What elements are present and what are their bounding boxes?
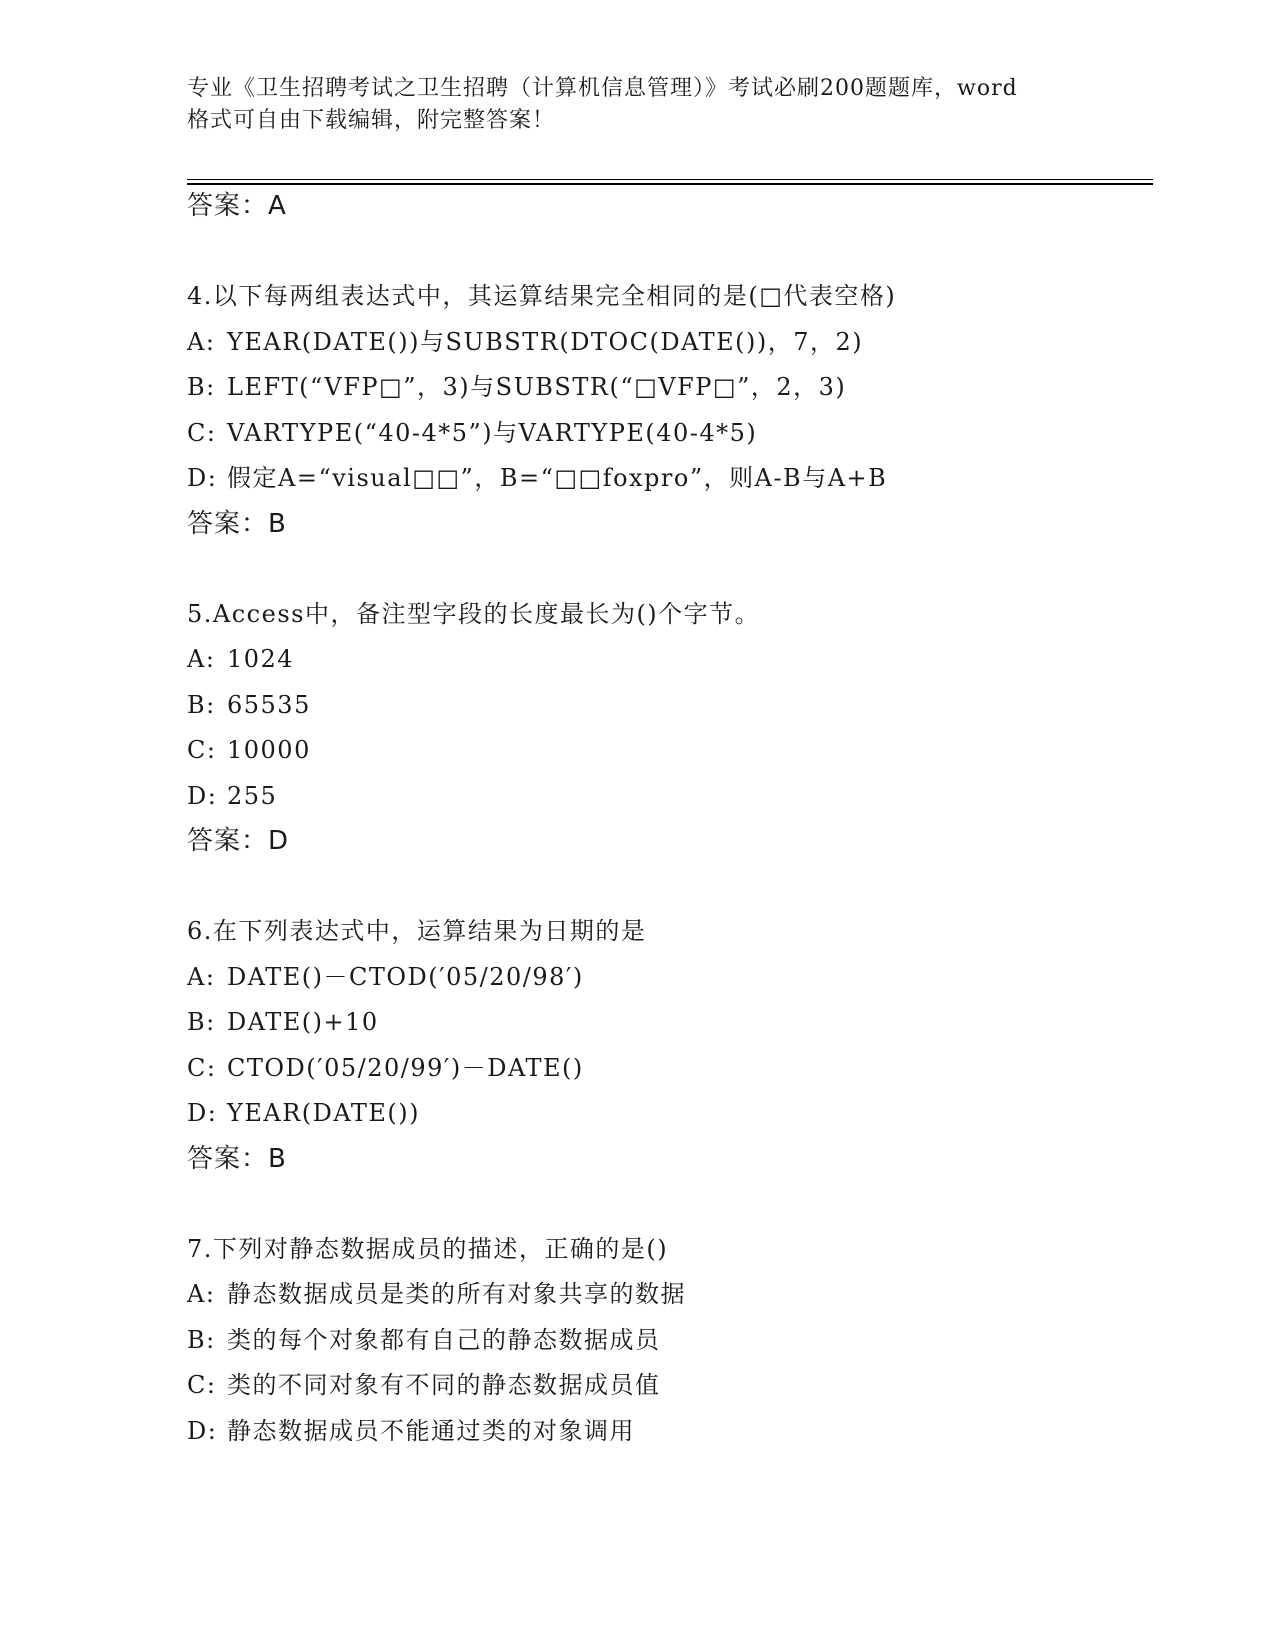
question-stem: 7.下列对静态数据成员的描述，正确的是() (187, 1234, 669, 1263)
option-a (187, 961, 1147, 993)
option-key: B: (187, 1008, 216, 1036)
option-d (187, 780, 1147, 812)
option-b (187, 689, 1147, 721)
option-key: B: (187, 690, 216, 719)
option-text: 65535 (227, 690, 311, 719)
question-stem: 4.以下每两组表达式中，其运算结果完全相同的是(□代表空格) (187, 282, 897, 310)
option-text: YEAR(DATE())与SUBSTR(DTOC(DATE())，7，2) (227, 327, 864, 356)
option-text: LEFT(“VFP□”，3)与SUBSTR(“□VFP□”，2，3) (227, 373, 847, 401)
question-stem: 6.在下列表达式中，运算结果为日期的是 (187, 917, 647, 945)
header-line-1: 专业《卫生招聘考试之卫生招聘（计算机信息管理）》考试必刷200题题库，word (187, 76, 1018, 101)
option-key: D: (187, 1099, 218, 1127)
header-divider-thick (187, 183, 1153, 185)
option-key: D: (187, 781, 218, 810)
answer-label: 答案：A (187, 191, 287, 221)
option-text: 静态数据成员不能通过类的对象调用 (227, 1416, 635, 1445)
option-a (187, 1278, 1147, 1310)
option-c (187, 1052, 1147, 1084)
option-key: D: (187, 464, 218, 492)
option-key: C: (187, 418, 217, 447)
option-key: A: (187, 962, 216, 991)
question-item (187, 280, 1147, 540)
option-text: 静态数据成员是类的所有对象共享的数据 (227, 1280, 686, 1308)
answer-label: 答案：B (187, 508, 287, 539)
option-b (187, 371, 1147, 403)
header-line-2: 格式可自由下载编辑，附完整答案！ (187, 108, 556, 133)
answer-label: 答案：B (187, 1143, 287, 1174)
question-list (187, 190, 1147, 1460)
option-key: D: (187, 1416, 218, 1445)
option-key: A: (187, 327, 216, 356)
answer-label: 答案：D (187, 826, 290, 856)
option-text: 255 (227, 781, 278, 810)
question-item (187, 1233, 1147, 1447)
option-text: YEAR(DATE()) (227, 1099, 421, 1127)
header-divider-thin (187, 179, 1153, 180)
option-b (187, 1324, 1147, 1356)
option-d (187, 1097, 1147, 1129)
option-d (187, 1415, 1147, 1447)
option-text: 类的每个对象都有自己的静态数据成员 (227, 1325, 661, 1354)
option-a (187, 643, 1147, 675)
question-stem: 5.Access中，备注型字段的长度最长为()个字节。 (187, 599, 761, 628)
option-text: 1024 (227, 645, 295, 673)
question-item (187, 598, 1147, 858)
option-key: C: (187, 1053, 217, 1082)
option-c (187, 417, 1147, 449)
option-text: 类的不同对象有不同的静态数据成员值 (227, 1371, 661, 1399)
option-text: 假定A=“visual□□”，B=“□□foxpro”，则A-B与A+B (227, 464, 888, 492)
option-text: DATE()+10 (227, 1008, 379, 1036)
option-key: C: (187, 736, 217, 764)
option-text: 10000 (227, 736, 311, 764)
option-key: A: (187, 1280, 216, 1308)
option-text: CTOD(′05/20/99′)－DATE() (227, 1053, 584, 1082)
option-key: B: (187, 373, 216, 401)
option-key: C: (187, 1371, 217, 1399)
option-key: B: (187, 1325, 216, 1354)
question-item (187, 915, 1147, 1175)
option-a (187, 326, 1147, 358)
page-header (187, 73, 1087, 137)
option-c (187, 1369, 1147, 1401)
option-key: A: (187, 645, 216, 673)
option-b (187, 1006, 1147, 1038)
option-c (187, 734, 1147, 766)
option-text: DATE()－CTOD(′05/20/98′) (227, 962, 584, 991)
option-d (187, 462, 1147, 494)
option-text: VARTYPE(“40-4*5”)与VARTYPE(40-4*5) (227, 418, 758, 447)
